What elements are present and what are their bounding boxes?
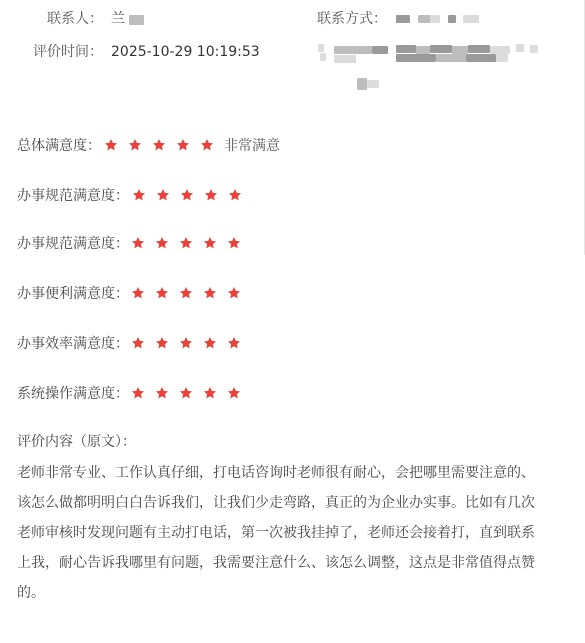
rating-row [17,185,252,205]
contact-method-label: 联系方式： [317,11,387,27]
star-icon [104,138,118,152]
star-icon [176,138,190,152]
rating-label: 办事规范满意度： [17,188,129,204]
star-icon [155,386,169,400]
star-icon [203,386,217,400]
rating-row [17,333,251,353]
star-icon [179,336,193,350]
content-title: 评价内容（原文）： [17,434,136,450]
star-icon [131,336,145,350]
star-icon [132,188,146,202]
contact-label: 联系人： [47,11,103,27]
star-icon [152,138,166,152]
star-icon [180,188,194,202]
star-icon [131,286,145,300]
rating-row [17,283,251,303]
contact-value: 兰 [111,11,125,27]
star-icon [200,138,214,152]
eval-time-value: 2025-10-29 10:19:53 [111,44,260,60]
rating-stars [131,236,251,250]
star-icon [203,336,217,350]
star-icon [155,336,169,350]
rating-row [17,135,280,155]
star-icon [156,188,170,202]
star-icon [155,286,169,300]
star-icon [204,188,218,202]
contact-value-redacted [129,15,144,25]
star-icon [131,236,145,250]
star-icon [227,336,241,350]
star-icon [179,236,193,250]
eval-time-label: 评价时间： [33,44,103,60]
rating-label: 总体满意度： [17,138,101,154]
star-icon [227,286,241,300]
star-icon [179,286,193,300]
rating-stars [131,336,251,350]
star-icon [203,236,217,250]
star-icon [128,138,142,152]
star-icon [227,236,241,250]
star-icon [227,386,241,400]
content-body: 老师非常专业、工作认真仔细，打电话咨询时老师很有耐心，会把哪里需要注意的、该怎么做都明明白白告诉我们，让我们少走弯路，真正的为企业办实事。比如有几次老师审核时发现问题有主动打电话，第一次被我挂掉了，老师还会接着打，直到联系上我，耐心告诉我哪里有问题，我需要注意什么、该怎么调整，这点是非常值得点赞的。 [17,465,535,601]
star-icon [155,236,169,250]
rating-label: 办事效率满意度： [17,336,129,352]
rating-label: 办事便利满意度： [17,286,129,302]
rating-text: 非常满意 [224,138,280,154]
rating-row [17,383,251,403]
star-icon [131,386,145,400]
star-icon [228,188,242,202]
rating-stars [132,188,252,202]
rating-stars [131,386,251,400]
rating-label: 系统操作满意度： [17,386,129,402]
rating-label: 办事规范满意度： [17,236,129,252]
rating-stars [131,286,251,300]
rating-row [17,233,251,253]
star-icon [203,286,217,300]
star-icon [179,386,193,400]
rating-stars [104,138,224,152]
